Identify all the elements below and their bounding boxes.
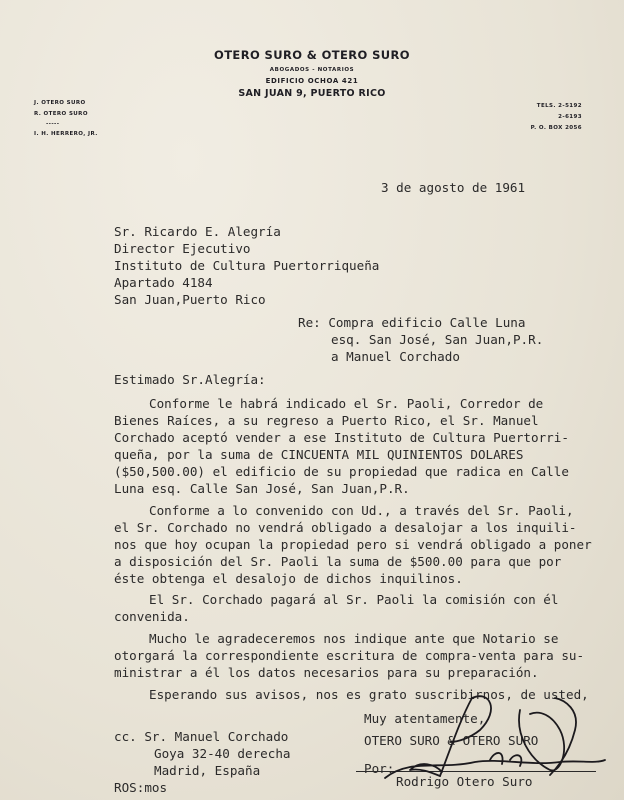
recipient-line: Director Ejecutivo	[114, 241, 251, 256]
typist-initials: ROS:mos	[114, 780, 168, 795]
body-line: nos que hoy ocupan la propiedad pero si vendrá obligado a poner	[114, 537, 592, 552]
recipient-line: Instituto de Cultura Puertorriqueña	[114, 258, 380, 273]
body-line: ($50,500.00) el edificio de su propiedad que radica en Calle	[114, 464, 569, 479]
body-line: Conforme a lo convenido con Ud., a través del Sr. Paoli,	[149, 503, 574, 518]
body-line: el Sr. Corchado no vendrá obligado a desalojar a los inquili-	[114, 520, 577, 535]
letterhead-city: SAN JUAN 9, PUERTO RICO	[238, 88, 386, 99]
salutation: Estimado Sr.Alegría:	[114, 372, 266, 387]
letterhead-po-box: P. O. BOX 2056	[530, 125, 582, 131]
body-line: queña, por la suma de CINCUENTA MIL QUINIENTOS DOLARES	[114, 447, 524, 462]
cc-line: Goya 32-40 derecha	[154, 746, 291, 761]
recipient-line: Sr. Ricardo E. Alegría	[114, 224, 281, 239]
letterhead-subtitle: ABOGADOS - NOTARIOS	[269, 67, 355, 73]
letterhead-building: EDIFICIO OCHOA 421	[265, 77, 359, 85]
body-line: Luna esq. Calle San José, San Juan,P.R.	[114, 481, 410, 496]
letterhead-firm-name: OTERO SURO & OTERO SURO	[214, 48, 410, 62]
signatory-name: Rodrigo Otero Suro	[396, 774, 533, 789]
closing: Muy atentamente,	[364, 711, 486, 726]
handwritten-signature	[380, 680, 610, 790]
body-line: a disposición del Sr. Paoli la suma de $500.00 para que por	[114, 554, 562, 569]
body-line: éste obtenga el desalojo de dichos inquilinos.	[114, 571, 463, 586]
letterhead-phone: 2-6193	[558, 114, 582, 120]
cc-line: Madrid, España	[154, 763, 261, 778]
letterhead-partner: I. H. HERRERO, JR.	[34, 131, 98, 137]
body-line: convenida.	[114, 609, 190, 624]
body-line: Esperando sus avisos, nos es grato suscribirnos, de usted,	[149, 687, 589, 702]
recipient-line: Apartado 4184	[114, 275, 213, 290]
letterhead-partner: J. OTERO SURO	[34, 100, 86, 106]
signature-por: Por:	[364, 761, 395, 776]
recipient-line: San Juan,Puerto Rico	[114, 292, 266, 307]
body-line: Corchado aceptó vender a ese Instituto de Cultura Puertorri-	[114, 430, 569, 445]
reference-line: esq. San José, San Juan,P.R.	[331, 332, 544, 347]
reference-line: Re: Compra edificio Calle Luna	[298, 315, 526, 330]
reference-line: a Manuel Corchado	[331, 349, 460, 364]
letter-date: 3 de agosto de 1961	[381, 180, 526, 195]
cc-line: cc. Sr. Manuel Corchado	[114, 729, 289, 744]
letterhead-phone: TELS. 2-5192	[536, 103, 582, 109]
body-line: Conforme le habrá indicado el Sr. Paoli, Corredor de	[149, 396, 544, 411]
body-line: Bienes Raíces, a su regreso a Puerto Rico, el Sr. Manuel	[114, 413, 539, 428]
body-line: ministrar a él los datos necesarios para su preparación.	[114, 665, 539, 680]
letterhead-partner: R. OTERO SURO	[34, 111, 88, 117]
letterhead-partner-divider: -----	[46, 121, 60, 127]
body-line: otorgará la correspondiente escritura de compra-venta para su-	[114, 648, 585, 663]
signature-firm: OTERO SURO & OTERO SURO	[364, 733, 539, 748]
body-line: Mucho le agradeceremos nos indique ante que Notario se	[149, 631, 559, 646]
body-line: El Sr. Corchado pagará al Sr. Paoli la comisión con él	[149, 592, 559, 607]
